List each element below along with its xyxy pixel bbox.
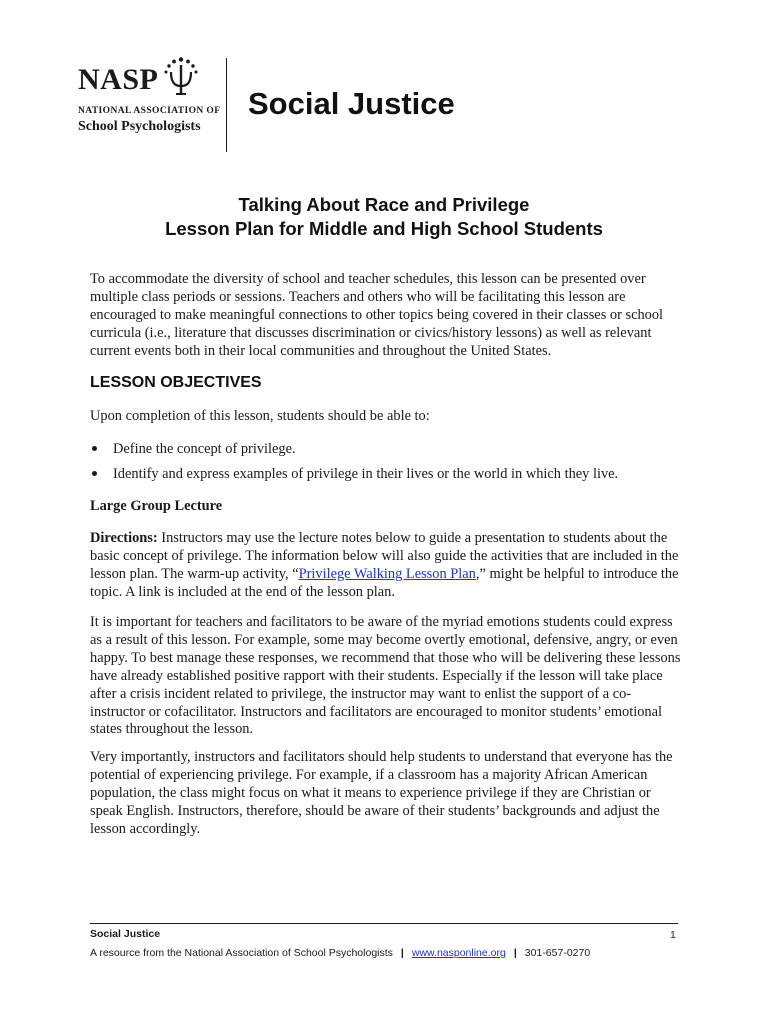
directions-text-1: Instructors may use the lecture notes below to guide a presentation to students about the basic concept of privilege. The information below will also guide the activities that are included in the lesson plan. The warm-up activity, “ xyxy=(90,530,679,582)
emotions-paragraph xyxy=(90,614,682,739)
intro-paragraph xyxy=(90,271,682,361)
logo-wordmark: NASP xyxy=(78,63,159,96)
footer-separator: | xyxy=(513,947,517,959)
lecture-heading: Large Group Lecture xyxy=(90,498,223,514)
footer-separator: | xyxy=(400,947,404,959)
directions-label: Directions: xyxy=(90,530,158,546)
document-title-line-2: Lesson Plan for Middle and High School Students xyxy=(165,218,603,239)
experience-text: Very importantly, instructors and facilitators should help students to understand that everyone has the potential of experiencing privilege. For example, if a classroom has a majority African American population, the class might focus on what it means to experience privilege if they are Christian or speak English. Instructors, therefore, should be aware of their students’ backgrounds and adjust the lesson accordingly. xyxy=(90,749,673,837)
objective-text: Identify and express examples of privilege in their lives or the world in which they live. xyxy=(113,466,619,482)
directions-paragraph xyxy=(90,530,682,602)
directions-text-2: ,” might be helpful to introduce the topic. A link is included at the end of the lesson plan. xyxy=(90,565,679,600)
list-item xyxy=(90,465,690,483)
objective-text: Define the concept of privilege. xyxy=(113,441,296,457)
document-title-line-1: Talking About Race and Privilege xyxy=(238,194,530,215)
logo-subtitle-association: NATIONAL ASSOCIATION OF xyxy=(78,106,221,116)
nasp-logo xyxy=(78,64,228,134)
bullet-icon xyxy=(92,471,97,476)
document-title xyxy=(0,193,768,241)
emotions-text: It is important for teachers and facilitators to be aware of the myriad emotions students could express as a result of this lesson. For example, some may become overtly emotional, defensive, angry, or even happy. To best manage these responses, we recommend that those who will be delivering these lessons have already established positive rapport with their students. Especially if the lesson will take place after a crisis incident related to privilege, the instructor may want to enlist the support of a co-instructor or cofacilitator. Instructors and facilitators are encouraged to monitor students’ emotional states throughout the lesson. xyxy=(90,614,681,738)
privilege-walking-lesson-plan-link[interactable]: Privilege Walking Lesson Plan xyxy=(298,565,476,582)
list-item xyxy=(90,440,690,458)
objectives-list xyxy=(90,440,690,490)
footer-resource-line xyxy=(90,947,590,959)
footer-section-label: Social Justice xyxy=(90,928,161,940)
page-number: 1 xyxy=(670,929,676,941)
website-link[interactable]: www.nasponline.org xyxy=(411,947,506,959)
header-divider xyxy=(226,58,227,152)
section-title: Social Justice xyxy=(248,86,455,121)
experience-paragraph xyxy=(90,749,682,839)
objectives-heading: LESSON OBJECTIVES xyxy=(90,374,262,391)
logo-subtitle-school-psychologists: School Psychologists xyxy=(78,118,201,134)
footer-divider xyxy=(90,923,678,924)
footer-phone: 301-657-0270 xyxy=(524,947,591,959)
bullet-icon xyxy=(92,446,97,451)
objectives-intro-text: Upon completion of this lesson, students should be able to: xyxy=(90,408,430,424)
footer-resource-text: A resource from the National Association of School Psychologists xyxy=(90,947,393,959)
psi-sunburst-icon xyxy=(162,56,200,96)
intro-text: To accommodate the diversity of school and teacher schedules, this lesson can be presented over multiple class periods or sessions. Teachers and others who will be facilitating this lesson are encouraged to make meaningful connections to other topics being covered in their classes or school curricula (i.e., literature that discusses discrimination or civics/history lessons) as well as relevant current events both in their local communities and throughout the United States. xyxy=(90,271,664,359)
objectives-intro xyxy=(90,408,682,426)
